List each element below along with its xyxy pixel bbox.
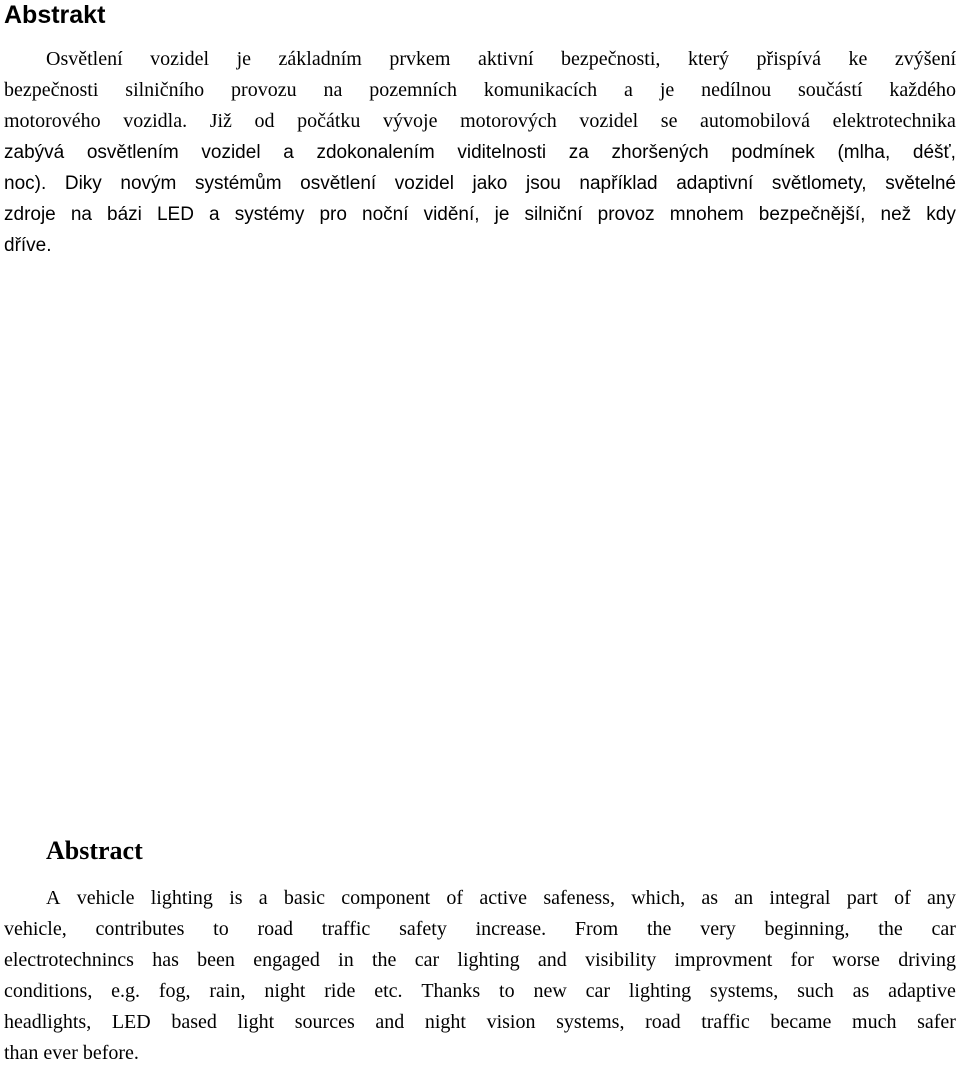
abstract-cz-heading: Abstrakt	[4, 1, 106, 29]
abstract-en-heading: Abstract	[46, 836, 143, 865]
paragraph-line: Osvětlení vozidel je základním prvkem aktivní bezpečnosti, který přispívá ke zvýšení	[46, 48, 956, 70]
abstract-en-paragraph	[4, 883, 956, 1069]
paragraph-line: zabývá osvětlením vozidel a zdokonalením viditelnosti za zhoršených podmínek (mlha, déšť,	[4, 142, 956, 163]
abstract-cz-paragraph	[4, 44, 956, 261]
paragraph-line: A vehicle lighting is a basic component of active safeness, which, as an integral part of any	[46, 887, 956, 909]
paragraph-line: vehicle, contributes to road traffic safety increase. From the very beginning, the car	[4, 918, 956, 940]
paragraph-line: bezpečnosti silničního provozu na pozemních komunikacích a je nedílnou součástí každého	[4, 79, 956, 101]
paragraph-line: headlights, LED based light sources and night vision systems, road traffic became much safer	[4, 1011, 956, 1033]
paragraph-line: than ever before.	[4, 1042, 139, 1064]
paragraph-line: electrotechnincs has been engaged in the car lighting and visibility improvment for worse driving	[4, 949, 956, 971]
paragraph-line: zdroje na bázi LED a systémy pro noční vidění, je silniční provoz mnohem bezpečnější, než kdy	[4, 204, 956, 225]
paragraph-line: motorového vozidla. Již od počátku vývoje motorových vozidel se automobilová elektrotechnika	[4, 110, 956, 132]
abstract-cz-section	[4, 0, 956, 261]
abstract-en-section	[4, 836, 956, 1069]
paragraph-line: conditions, e.g. fog, rain, night ride etc. Thanks to new car lighting systems, such as adaptive	[4, 980, 956, 1002]
paragraph-line: noc). Diky novým systémům osvětlení vozidel jako jsou například adaptivní světlomety, světelné	[4, 173, 956, 194]
paragraph-line: dříve.	[4, 235, 52, 256]
